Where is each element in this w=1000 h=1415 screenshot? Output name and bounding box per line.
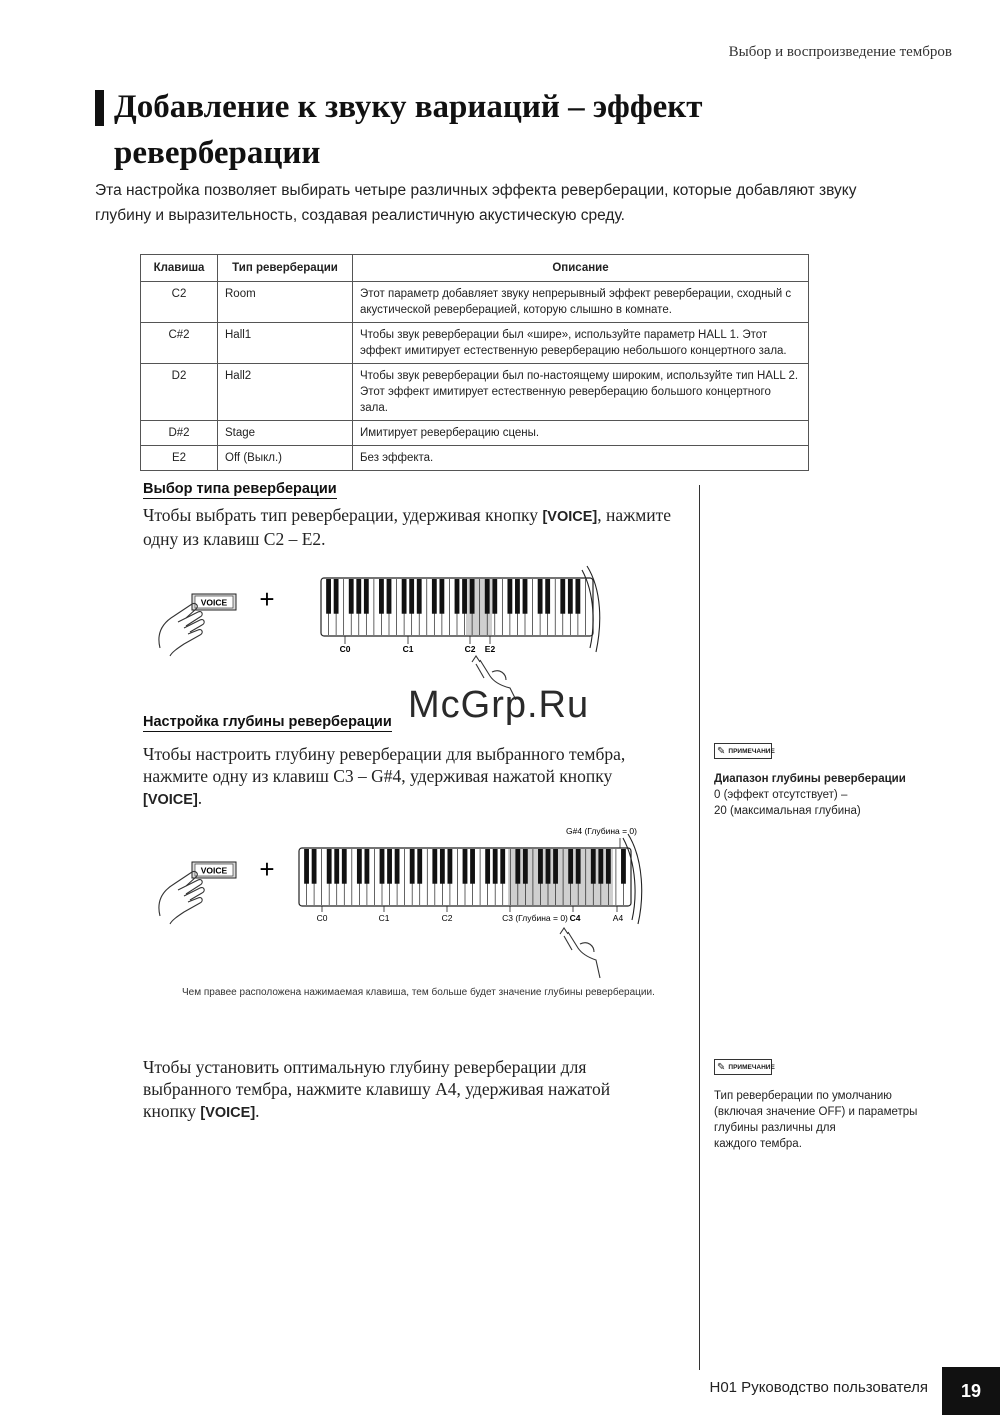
column-header: Описание (353, 255, 809, 282)
table-row (141, 323, 809, 364)
black-key (409, 579, 414, 614)
black-key (462, 579, 467, 614)
piano-keyboard (321, 566, 600, 652)
voice-button-label: VOICE (200, 865, 228, 876)
black-key (402, 579, 407, 614)
black-key (568, 849, 573, 884)
black-key (379, 579, 384, 614)
black-key (356, 579, 361, 614)
type-cell: Room (218, 282, 353, 323)
piano-keyboard (299, 834, 642, 924)
black-key (553, 849, 558, 884)
description-cell: Чтобы звук реверберации был «шире», используйте параметр HALL 1. Этот эффект имитирует естественную реверберацию небольшого концертного зала. (353, 323, 809, 364)
instruction-text: . (197, 788, 203, 808)
voice-button-ref: [VOICE] (143, 792, 198, 808)
description-cell: Имитирует реверберацию сцены. (353, 421, 809, 446)
black-key (568, 579, 573, 614)
section-optimal-text (143, 1056, 663, 1124)
note-title: Диапазон глубины реверберации (714, 773, 906, 785)
black-key (380, 849, 385, 884)
intro-paragraph: Эта настройка позволяет выбирать четыре различных эффекта реверберации, которые добавляют звуку глубину и выразительность, создавая реалистичную акустическую среду. (95, 182, 857, 224)
table-header-row (141, 255, 809, 282)
note-line: (включая значение OFF) и параметры (714, 1106, 918, 1118)
description-cell: Этот параметр добавляет звуку непрерывный эффект реверберации, сходный с акустической реверберацией, которую слышно в комнате. (353, 282, 809, 323)
description-cell: Чтобы звук реверберации был по-настоящему широким, используйте тип HALL 2. Этот эффект имитирует естественную реверберацию большого концертного зала. (353, 364, 809, 421)
black-key (334, 849, 339, 884)
key-label-c2: C2 (464, 644, 476, 654)
instruction-text: Чтобы выбрать тип реверберации, удерживая кнопку (143, 505, 539, 525)
key-label-c1: C1 (402, 644, 414, 654)
key-label-c0: C0 (316, 913, 328, 923)
footer-manual-title: H01 Руководство пользователя (709, 1379, 928, 1396)
black-key (500, 849, 505, 884)
section-select-heading-wrap (143, 480, 337, 498)
column-divider (699, 485, 700, 1370)
key-label-c4: C4 (569, 913, 581, 923)
section-select-text (143, 504, 673, 550)
black-key (485, 579, 490, 614)
black-key (417, 579, 422, 614)
section-heading: Настройка глубины реверберации (143, 714, 392, 730)
type-cell: Hall2 (218, 364, 353, 421)
voice-button-illustration (192, 594, 236, 610)
note-icon-label: ПРИМЕЧАНИЕ (728, 1063, 775, 1071)
black-key (546, 849, 551, 884)
diagram-caption: Чем правее расположена нажимаемая клавиша, тем больше будет значение глубины реверберации. (182, 987, 655, 998)
black-key (327, 849, 332, 884)
note-icon (714, 743, 775, 759)
black-key (538, 579, 543, 614)
black-key (560, 579, 565, 614)
key-label-c1: C1 (378, 913, 390, 923)
table-row (141, 364, 809, 421)
page-number: 19 (942, 1367, 1000, 1415)
pointing-hand-icon (560, 928, 600, 978)
black-key (606, 849, 611, 884)
page-title: Добавление к звуку вариаций – эффект реверберации (114, 89, 703, 171)
instruction-text: Чтобы установить оптимальную глубину реверберации для выбранного тембра, нажмите клавишу A4, удерживая нажатой кнопку (143, 1057, 611, 1121)
voice-button-ref: [VOICE] (200, 1105, 256, 1121)
black-key (357, 849, 362, 884)
note-line: глубины различны для (714, 1122, 836, 1134)
note-line: каждого тембра. (714, 1138, 802, 1150)
black-key (523, 849, 528, 884)
key-cell: C2 (141, 282, 218, 323)
key-cell: C#2 (141, 323, 218, 364)
black-key (304, 849, 309, 884)
black-key (432, 579, 437, 614)
black-key (334, 579, 339, 614)
plus-sign: + (259, 584, 275, 614)
black-key (395, 849, 400, 884)
black-key (432, 849, 437, 884)
key-label-e2: E2 (484, 644, 496, 654)
black-key (387, 849, 392, 884)
key-cell: D2 (141, 364, 218, 421)
black-key (470, 579, 475, 614)
title-marker (95, 90, 104, 126)
keyboard-diagram-depth (140, 820, 660, 992)
section-depth-heading-wrap (143, 713, 392, 731)
black-key (410, 849, 415, 884)
black-key (523, 579, 528, 614)
black-key (312, 849, 317, 884)
depth-max-label: G#4 (Глубина = 0) (566, 826, 637, 836)
black-key (387, 579, 392, 614)
black-key (463, 849, 468, 884)
black-key (364, 579, 369, 614)
black-key (342, 849, 347, 884)
black-key (538, 849, 543, 884)
type-cell: Hall1 (218, 323, 353, 364)
type-cell: Stage (218, 421, 353, 446)
black-key (576, 849, 581, 884)
black-key (515, 849, 520, 884)
pencil-icon: ✎ (717, 1061, 726, 1073)
key-label-a4: A4 (612, 913, 624, 923)
instruction-text: Чтобы настроить глубину реверберации для выбранного тембра, нажмите одну из клавиш C3 – G#4, удерживая нажатой кнопку (143, 744, 626, 786)
black-key (621, 849, 626, 884)
key-label-c2: C2 (441, 913, 453, 923)
voice-button-ref: [VOICE] (542, 509, 598, 525)
reverb-types-table (140, 254, 809, 471)
section-heading: Выбор типа реверберации (143, 481, 337, 497)
watermark: McGrp.Ru (408, 684, 590, 726)
black-key (545, 579, 550, 614)
note-line: 0 (эффект отсутствует) – (714, 789, 848, 801)
column-header: Клавиша (141, 255, 218, 282)
note-line: 20 (максимальная глубина) (714, 805, 861, 817)
table-row (141, 446, 809, 471)
black-key (485, 849, 490, 884)
key-cell: D#2 (141, 421, 218, 446)
note-block (714, 1059, 917, 1152)
black-key (326, 579, 331, 614)
black-key (349, 579, 354, 614)
black-key (492, 579, 497, 614)
hand-icon (159, 871, 204, 924)
black-key (439, 579, 444, 614)
key-cell: E2 (141, 446, 218, 471)
voice-button-label: VOICE (200, 597, 228, 608)
instruction-text: , нажмите одну из клавиш C2 – E2. (143, 505, 672, 549)
pencil-icon: ✎ (717, 745, 726, 757)
plus-sign: + (259, 854, 275, 884)
black-key (440, 849, 445, 884)
instruction-text: . (255, 1101, 260, 1121)
keyboard-diagram-select (140, 560, 610, 700)
black-key (598, 849, 603, 884)
table-row (141, 282, 809, 323)
black-key (447, 849, 452, 884)
black-key (591, 849, 596, 884)
column-header: Тип реверберации (218, 255, 353, 282)
section-depth-text (143, 743, 673, 811)
black-key (515, 579, 520, 614)
note-line: Тип реверберации по умолчанию (714, 1090, 892, 1102)
note-icon-label: ПРИМЕЧАНИЕ (728, 747, 775, 755)
key-label-c3: C3 (Глубина = 0) (502, 913, 568, 923)
black-key (470, 849, 475, 884)
black-key (575, 579, 580, 614)
note-icon (714, 1059, 775, 1075)
black-key (455, 579, 460, 614)
note-block (714, 743, 906, 819)
description-cell: Без эффекта. (353, 446, 809, 471)
key-label-c0: C0 (339, 644, 351, 654)
type-cell: Off (Выкл.) (218, 446, 353, 471)
hand-icon (159, 603, 204, 656)
black-key (507, 579, 512, 614)
voice-button-illustration (192, 862, 236, 878)
black-key (493, 849, 498, 884)
table-row (141, 421, 809, 446)
black-key (364, 849, 369, 884)
black-key (417, 849, 422, 884)
running-header: Выбор и воспроизведение тембров (728, 44, 952, 60)
